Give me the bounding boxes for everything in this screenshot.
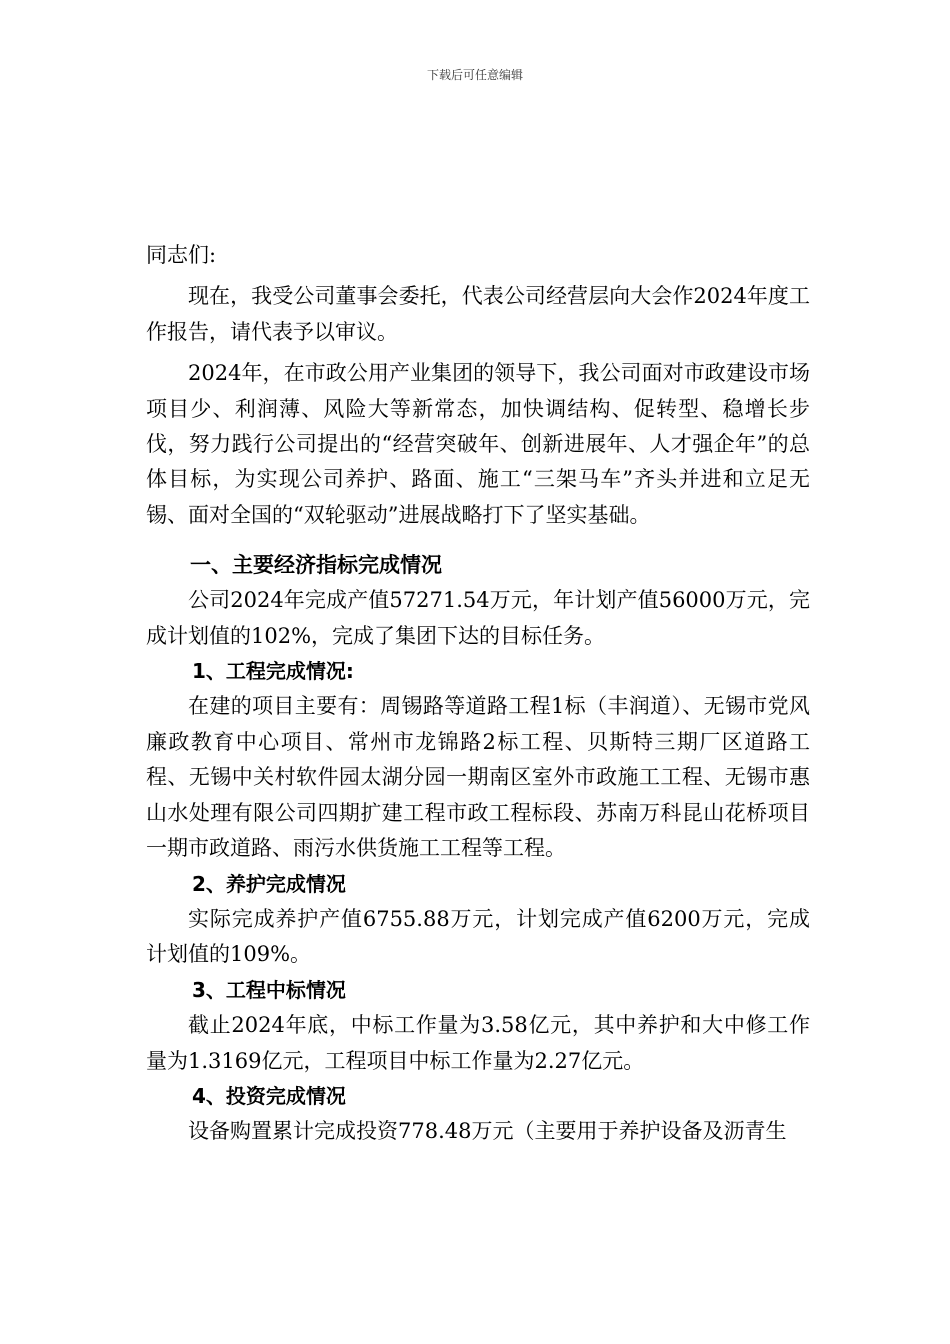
engineering-paragraph: 在建的项目主要有：周锡路等道路工程1标（丰润道）、无锡市党风廉政教育中心项目、常州市龙锦路2标工程、贝斯特三期厂区道路工程、无锡中关村软件园太湖分园一期南区室外市政施工工程、无锡市惠山水处理有限公司四期扩建工程市政工程标段、苏南万科昆山花桥项目一期市政道路、雨污水供货施工工程等工程。 [146, 694, 810, 861]
maintenance-paragraph: 实际完成养护产值6755.88万元，计划完成产值6200万元，完成计划值的109%。 [146, 906, 810, 967]
page-header: 下载后可任意编辑 [426, 68, 523, 82]
subsection-heading-maintenance: 2、养护完成情况 [192, 871, 346, 896]
intro-paragraph: 现在，我受公司董事会委托，代表公司经营层向大会作2024年度工作报告，请代表予以审议。 [146, 284, 810, 344]
overview-paragraph: 2024年，在市政公用产业集团的领导下，我公司面对市政建设市场项目少、利润薄、风险大等新常态，加快调结构、促转型、稳增长步伐，努力践行公司提出的“经营突破年、创新进展年、人才强企年”的总体目标，为实现公司养护、路面、施工“三架马车”齐头并进和立足无锡、面对全国的“双轮驱动”进展战略打下了坚实基础。 [146, 361, 810, 527]
subsection-heading-investment: 4、投资完成情况 [192, 1083, 346, 1108]
document-body [146, 238, 810, 1150]
subsection-heading-bids: 3、工程中标情况 [192, 977, 346, 1002]
subsection-heading-engineering: 1、工程完成情况: [192, 659, 354, 684]
investment-paragraph: 设备购置累计完成投资778.48万元（主要用于养护设备及沥青生 [188, 1119, 787, 1144]
summary-paragraph: 公司2024年完成产值57271.54万元，年计划产值56000万元，完成计划值的102%，完成了集团下达的目标任务。 [146, 588, 810, 648]
salutation: 同志们: [146, 243, 217, 267]
bids-paragraph: 截止2024年底，中标工作量为3.58亿元，其中养护和大中修工作量为1.3169亿元，工程项目中标工作量为2.27亿元。 [146, 1013, 810, 1073]
section-heading-economic-indicators: 一、主要经济指标完成情况 [190, 553, 442, 578]
